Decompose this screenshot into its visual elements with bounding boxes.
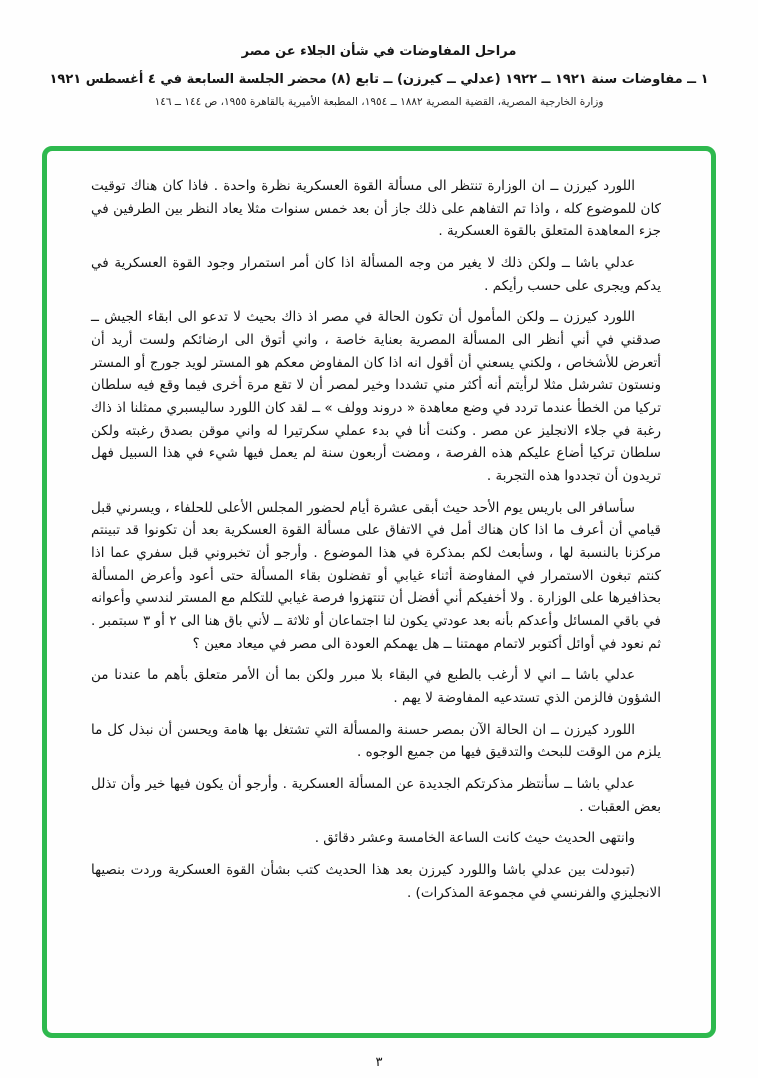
paragraph-adly-pasha-3: عدلي باشا ــ سأنتظر مذكرتكم الجديدة عن المسألة العسكرية . وأرجو أن يكون فيها خير وأن تذلل بعض العقبات . (91, 776, 661, 815)
page-title: مراحل المفاوضات في شأن الجلاء عن مصر (241, 44, 517, 59)
paragraph-adly-pasha-2: عدلي باشا ــ اني لا أرغب بالطبع في البقاء بلا مبرر ولكن بما أن الأمر متعلق بأهم ما عندنا من الشؤون فالزمن الذي تستدعيه المفاوضة لا يهم . (91, 667, 661, 707)
paragraph-lord-curzon-2: اللورد كيرزن ــ ولكن المأمول أن تكون الحالة في مصر اذ ذاك بحيث لا تدعو الى ابقاء الجيش ــ صدقني في أني أنظر الى المسألة المصرية بعناية خاصة ، واني أتوق الى ارضائكم ولست أريد أن أتعرض للأشخاص ، ولكني يسعني أن أقول انه اذا كان المفاوض معكم هو المستر لويد جورج أو المستر ونستون تشرشل مثلا لرأيتم أنه أكثر مني تشددا وخير لمصر أن لا تقع مرة أخرى فيما وقع فيه سلطان تركيا من الخطأ عندما تردد في وضع معاهدة « دروند وولف » ــ لقد كان اللورد ساليسبري ممثلنا اذ ذاك رغبة في جلاء الانجليز عن مصر . وكنت أنا في بدء عملي سكرتيرا له واني موقن بصدق رغبته ولكن سلطان تركيا أضاع عليكم هذه الفرصة ، ومضت أربعون سنة لم يعمل فيها شيء في هذا السبيل فهل تريدون أن تجددوا هذه التجربة . (91, 309, 661, 485)
paragraph-session-end: وانتهى الحديث حيث كانت الساعة الخامسة وعشر دقائق . (314, 830, 635, 847)
paragraph-editorial-note: (تبودلت بين عدلي باشا واللورد كيرزن بعد هذا الحديث كتب بشأن القوة العسكرية وردت بنصيها الانجليزي والفرنسي في مجموعة المذكرات) . (91, 862, 661, 901)
paragraph-adly-pasha-1: عدلي باشا ــ ولكن ذلك لا يغير من وجه المسألة اذا كان أمر استمرار وجود القوة العسكرية في يدكم ويجرى على حسب رأيكم . (91, 255, 661, 294)
paragraph-lord-curzon-3: سأسافر الى باريس يوم الأحد حيث أبقى عشرة أيام لحضور المجلس الأعلى للحلفاء ، ويسرني قبل قيامي أن أعرف ما اذا كان هناك أمل في الاتفاق على مسألة القوة العسكرية بعد أن تكونوا قد تبينتم مركزنا بالنسبة لها ، وسأبعث لكم بمذكرة في هذا الموضوع . وأرجو أن تخبروني قبل سفري عما اذا كنتم تبغون الاستمرار في المفاوضة أثناء غيابي أو تفضلون بقاء المسألة حتى أعود وأعرض المسألة بحذافيرها على الوزارة . ولا أخفيكم أني أفضل أن تنتهزوا فرصة غيابي للتكلم مع المستر لندسي وأعوانه في باقي المسائل وأعدكم بأنه بعد عودتي يكون لنا اجتماعان أو ثلاثة ــ لأني باق هنا الى ٢ أو ٣ سبتمبر . ثم نعود في أوائل أكتوبر لاتمام مهمتنا ــ هل يهمكم العودة الى مصر في ميعاد معين ؟ (91, 499, 662, 652)
green-frame (42, 146, 716, 1038)
source-citation: وزارة الخارجية المصرية، القضية المصرية ١٨٨٢ ــ ١٩٥٤، المطبعة الأميرية بالقاهرة ١٩٥٥، ص ١٤٤ ــ ١٤٦ (154, 96, 604, 108)
paragraph-lord-curzon-1: اللورد كيرزن ــ ان الوزارة تنتظر الى مسألة القوة العسكرية نظرة واحدة . فاذا كان هناك توقيت كان للموضوع كله ، واذا تم التفاهم على ذلك جاز أن بعد خمس سنوات مثلا يعاد النظر بين الطرفين في جزء المعاهدة المتعلق بالقوة العسكرية . (91, 178, 661, 240)
page-number: ٣ (375, 1055, 383, 1070)
paragraph-lord-curzon-4: اللورد كيرزن ــ ان الحالة الآن بمصر حسنة والمسألة التي تشتغل بها هامة ويحسن أن نبذل كل ما يلزم من الوقت للبحث والتدقيق فيها من جميع الوجوه . (91, 721, 661, 761)
document-header (0, 0, 758, 108)
section-heading: ١ ــ مفاوضات سنة ١٩٢١ ــ ١٩٢٢ (عدلي ــ كيرزن) ــ تابع (٨) محضر الجلسة السابعة في ٤ أغسطس ١٩٢١ (49, 72, 709, 87)
